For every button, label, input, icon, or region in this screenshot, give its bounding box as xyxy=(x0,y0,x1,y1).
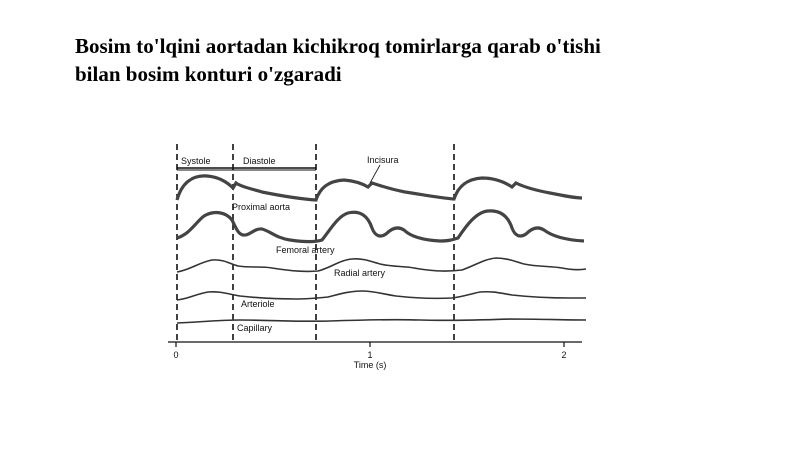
slide-title-line-2: bilan bosim konturi o'zgaradi xyxy=(75,62,342,86)
label-incisura: Incisura xyxy=(367,155,399,165)
x-axis-label: Time (s) xyxy=(353,360,387,370)
label-systole: Systole xyxy=(181,156,211,166)
x-tick-label-1: 1 xyxy=(367,350,373,360)
label-capillary: Capillary xyxy=(237,323,273,333)
x-tick-label-0: 0 xyxy=(173,350,179,360)
label-femoral-artery: Femoral artery xyxy=(276,245,335,255)
label-proximal-aorta: Proximal aorta xyxy=(232,202,291,212)
slide-title-line-1: Bosim to'lqini aortadan kichikroq tomirlarga qarab o'tishi xyxy=(75,34,601,58)
label-radial-artery: Radial artery xyxy=(334,268,386,278)
label-diastole: Diastole xyxy=(243,156,276,166)
incisura-pointer xyxy=(370,165,380,183)
x-tick-label-2: 2 xyxy=(561,350,567,360)
waveform-femoral-artery xyxy=(177,211,584,242)
waveform-proximal-aorta xyxy=(177,176,582,200)
label-arteriole: Arteriole xyxy=(241,299,275,309)
waveform-arteriole xyxy=(177,291,586,300)
